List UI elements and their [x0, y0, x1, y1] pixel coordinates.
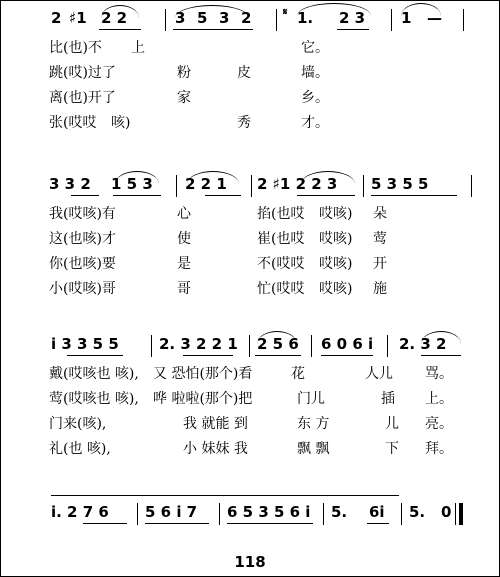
lyric-line: 张(哎哎 咳) 秀 才。 [49, 115, 329, 131]
note: 2 [241, 9, 252, 27]
notation-row-1 [1, 7, 499, 37]
barline [323, 503, 324, 525]
barline [151, 335, 152, 357]
barline [276, 9, 277, 31]
lyric-line: 我(哎咳)有 心 掐(也哎 哎咳) 朵 [49, 206, 387, 222]
note: 2 5 6 [257, 335, 299, 353]
note: 3 [175, 9, 186, 27]
barline [219, 503, 220, 525]
barline [311, 335, 312, 357]
note: 5 3 5 5 [371, 175, 429, 193]
lyric-line: 戴(哎咳也 咳), 又 恐怕(那个)看 花 人儿 骂。 [49, 366, 453, 382]
note: 6 5 3 5 6 i [227, 503, 311, 521]
note: 1 5 3 [111, 175, 153, 193]
note: 2 ♯1 2 2 3 [257, 175, 338, 193]
lyric-line: 门来(咳), 我 就能 到 东 方 儿 亮。 [49, 416, 453, 432]
barline [137, 503, 138, 525]
note: i 3 3 5 5 [51, 335, 119, 353]
lyric-line: 离(也)开了 家 乡。 [49, 90, 329, 106]
barline [387, 335, 388, 357]
note: 0 [441, 503, 452, 521]
barline [176, 175, 177, 197]
system-1 [1, 7, 499, 137]
system-4 [1, 501, 499, 531]
lyric-line: 莺(哎咳也 咳), 哗 啦啦(那个)把 门儿 插 上。 [49, 391, 453, 407]
barline [401, 503, 402, 525]
note: 5 6 i 7 [145, 503, 198, 521]
note: 3 3 2 [49, 175, 91, 193]
lyric-line: 跳(哎)过了 粉 皮 墙。 [49, 65, 329, 81]
note: 5. [409, 503, 426, 521]
note: 2 3 [339, 9, 366, 27]
note: 2 [51, 9, 62, 27]
note: 1 [401, 9, 412, 27]
note: 2 2 1 [185, 175, 227, 193]
note: 2. 3 2 2 1 [159, 335, 238, 353]
note: 1. [297, 9, 314, 27]
barline [463, 9, 464, 31]
barline [251, 175, 252, 197]
barline [363, 175, 364, 197]
system-3 [1, 333, 499, 463]
note: 6i [369, 503, 385, 521]
barline [391, 9, 392, 31]
note: 3 [219, 9, 230, 27]
lyric-line: 小(哎咳)哥 哥 忙(哎哎 哎咳) 施 [49, 281, 387, 297]
note: i. 2 7 6 [51, 503, 109, 521]
note: 2. 3 2 [399, 335, 447, 353]
long-slur [51, 495, 399, 496]
note: 5 [197, 9, 208, 27]
notation-row-3 [1, 333, 499, 363]
barline [471, 175, 472, 197]
barline [249, 335, 250, 357]
segno-icon: 𝄋 [283, 7, 288, 18]
lyric-line: 这(也咳)才 使 崔(也哎 哎咳) 莺 [49, 231, 387, 247]
notation-row-2 [1, 173, 499, 203]
note: 2 2 [101, 9, 128, 27]
barline [165, 9, 166, 31]
lyric-line: 比(也)不 上 它。 [49, 40, 329, 56]
lyric-line: 礼(也 咳), 小 妹妹 我 飘 飘 下 拜。 [49, 441, 453, 457]
notation-row-4 [1, 501, 499, 531]
barline [455, 503, 456, 525]
system-2 [1, 173, 499, 303]
note: ♯1 [69, 9, 87, 27]
page-number: 118 [234, 553, 266, 571]
final-barline [459, 503, 463, 525]
note: 5. [331, 503, 348, 521]
note: — [427, 9, 442, 27]
note: 6 0 6 i [321, 335, 374, 353]
lyric-line: 你(也咳)要 是 不(哎哎 哎咳) 开 [49, 256, 387, 272]
